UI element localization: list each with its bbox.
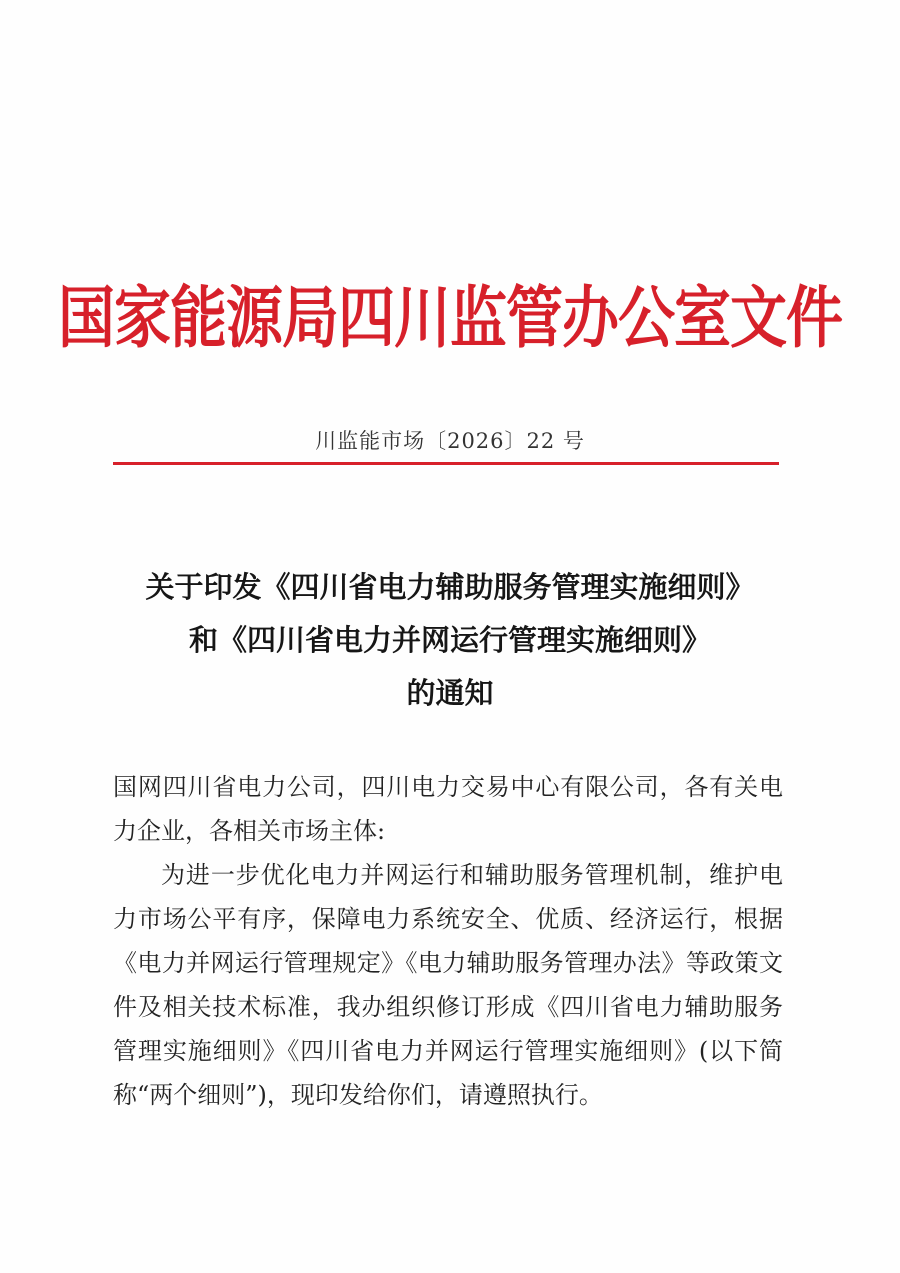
notice-title-line-1: 关于印发《四川省电力辅助服务管理实施细则》	[145, 570, 755, 604]
body-paragraph: 为进一步优化电力并网运行和辅助服务管理机制，维护电力市场公平有序，保障电力系统安全、优质、经济运行，根据《电力并网运行管理规定》《电力辅助服务管理办法》等政策文件及相关技术标准，我办组织修订形成《四川省电力辅助服务管理实施细则》《四川省电力并网运行管理实施细则》(以下简称“两个细则”)，现印发给你们，请遵照执行。	[113, 861, 783, 1109]
notice-body	[113, 765, 783, 1117]
notice-title-line-2: 和《四川省电力并网运行管理实施细则》	[188, 623, 711, 657]
notice-title	[0, 561, 900, 720]
addressee-text: 国网四川省电力公司，四川电力交易中心有限公司，各有关电力企业，各相关市场主体:	[113, 773, 783, 845]
document-number: 川监能市场〔2026〕22 号	[315, 429, 585, 453]
notice-title-line-3: 的通知	[406, 676, 494, 710]
red-divider-line	[113, 462, 779, 465]
issuer-header-title: 国家能源局四川监管办公室文件	[58, 278, 842, 358]
